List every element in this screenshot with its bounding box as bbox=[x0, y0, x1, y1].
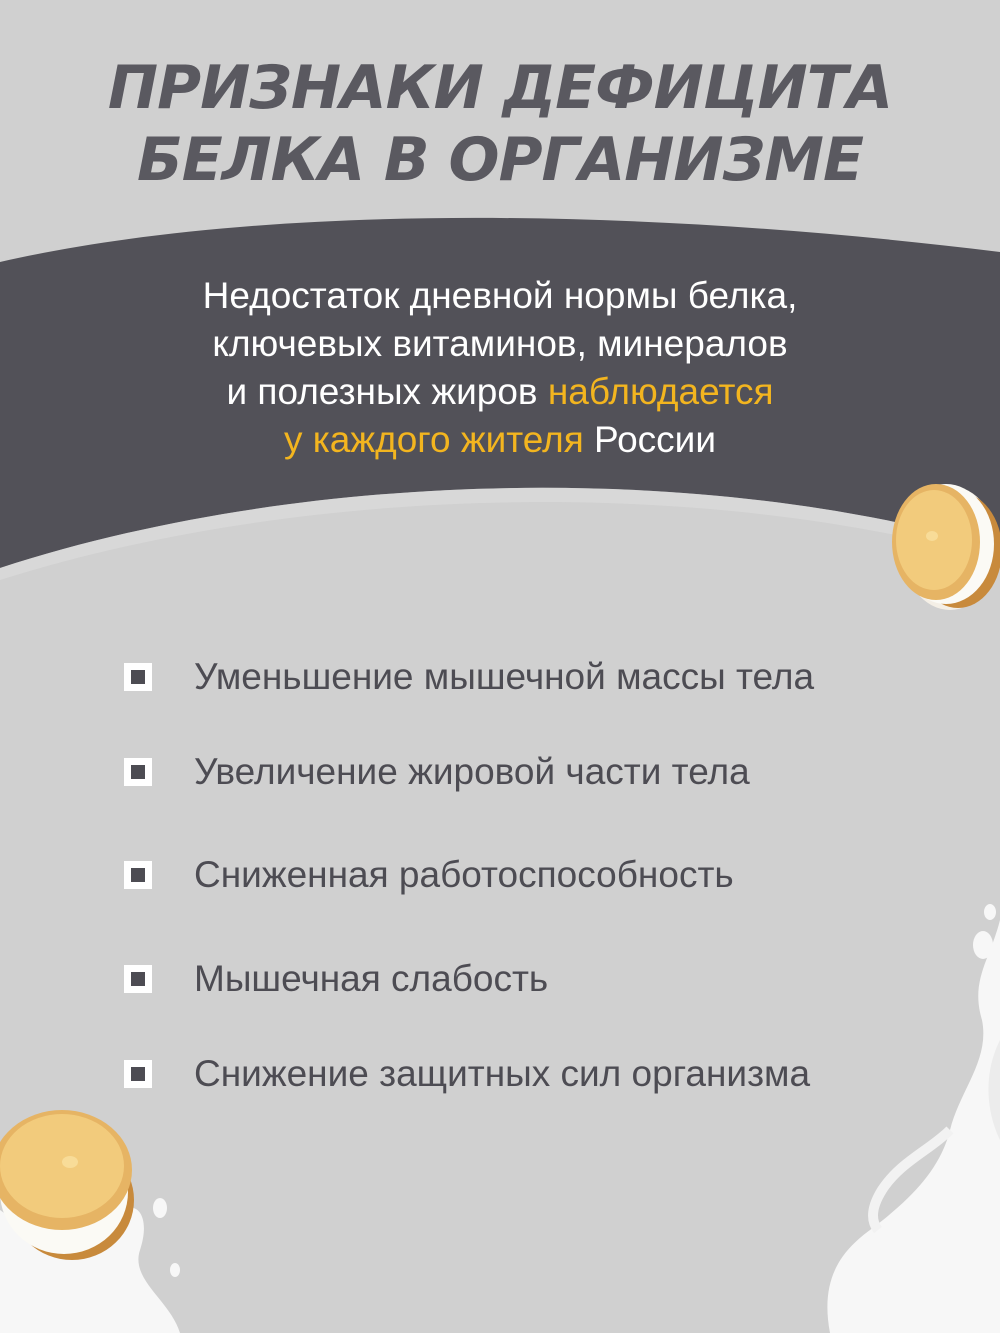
intro-line-4-plain: России bbox=[583, 419, 716, 460]
list-item bbox=[124, 855, 734, 895]
intro-line-4 bbox=[0, 416, 1000, 464]
title-line-2: БЕЛКА В ОРГАНИЗМЕ bbox=[137, 125, 863, 195]
intro-line-3-highlight: наблюдается bbox=[547, 371, 774, 412]
list-item-label: Уменьшение мышечной массы тела bbox=[194, 656, 815, 697]
intro-line-2: ключевых витаминов, минералов bbox=[212, 323, 788, 364]
intro-line-3-plain: и полезных жиров bbox=[226, 371, 548, 412]
list-item bbox=[124, 959, 548, 999]
square-bullet-icon bbox=[124, 965, 152, 993]
square-bullet-icon bbox=[124, 1060, 152, 1088]
page-title bbox=[0, 52, 1000, 196]
intro-line-4-highlight: у каждого жителя bbox=[284, 419, 584, 460]
intro-line-1: Недостаток дневной нормы белка, bbox=[202, 275, 798, 316]
list-item bbox=[124, 752, 750, 792]
cookie-illustration-top-right bbox=[888, 470, 1000, 620]
list-item-label: Увеличение жировой части тела bbox=[194, 751, 750, 792]
intro-line-3 bbox=[0, 368, 1000, 416]
intro-text bbox=[0, 272, 1000, 464]
square-bullet-icon bbox=[124, 758, 152, 786]
list-item-label: Мышечная слабость bbox=[194, 958, 549, 999]
square-bullet-icon bbox=[124, 861, 152, 889]
milk-splash-illustration-right bbox=[700, 900, 1000, 1333]
cookie-illustration-bottom-left bbox=[0, 1100, 140, 1280]
list-item bbox=[124, 657, 814, 697]
list-item-label: Сниженная работоспособность bbox=[194, 854, 734, 895]
square-bullet-icon bbox=[124, 663, 152, 691]
title-line-1: ПРИЗНАКИ ДЕФИЦИТА bbox=[107, 53, 893, 123]
list-item-label: Снижение защитных сил организма bbox=[194, 1053, 811, 1094]
